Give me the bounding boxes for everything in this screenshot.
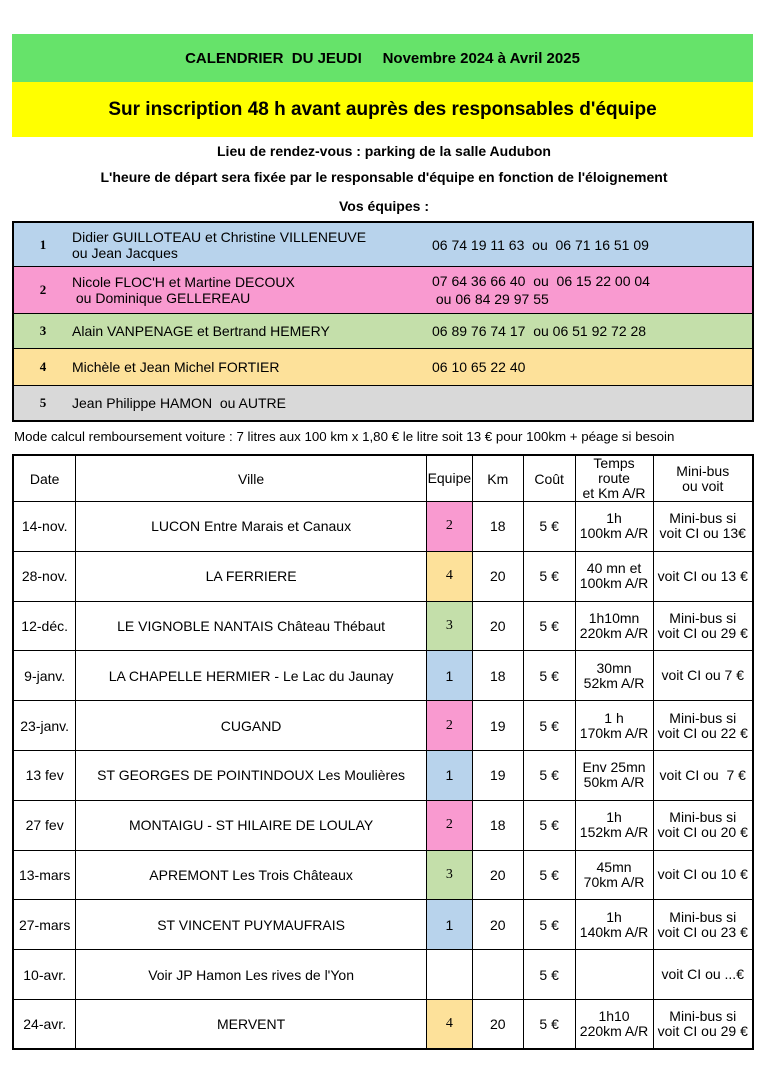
team-phones (432, 358, 752, 376)
outing-travel-line: Env 25mn (582, 759, 646, 776)
outing-cost: 5 € (523, 551, 575, 601)
outing-transport (653, 900, 753, 950)
outing-transport-line: Mini-bus si (669, 709, 737, 726)
outing-travel (575, 701, 653, 751)
outing-transport (653, 750, 753, 800)
outing-city: ST GEORGES DE POINTINDOUX Les Moulières (76, 750, 427, 800)
outing-city: Voir JP Hamon Les rives de l'Yon (76, 950, 427, 1000)
outing-date: 27-mars (13, 900, 76, 950)
team-members (72, 229, 432, 261)
outing-travel-line: 1h (606, 908, 622, 925)
team-row (14, 267, 752, 314)
outing-transport-line: voit CI ou 7 € (659, 766, 746, 783)
outing-transport-line: voit CI ou 29 € (657, 1023, 748, 1040)
calendar-row (13, 701, 753, 751)
outing-city: LA CHAPELLE HERMIER - Le Lac du Jaunay (76, 651, 427, 701)
outing-travel (575, 750, 653, 800)
outing-date: 27 fev (13, 800, 76, 850)
outing-km: 20 (472, 999, 523, 1049)
outing-date: 10-avr. (13, 950, 76, 1000)
outing-transport-line: voit CI ou 13 € (657, 567, 748, 584)
team-phone-line: ou 06 84 29 97 55 (432, 291, 549, 307)
calendar-row (13, 601, 753, 651)
outing-city: APREMONT Les Trois Châteaux (76, 850, 427, 900)
outing-transport-line: voit CI ou 29 € (657, 624, 748, 641)
calendar-row (13, 651, 753, 701)
calendar-row (13, 900, 753, 950)
outing-cost: 5 € (523, 800, 575, 850)
team-phone-line: 07 64 36 66 40 ou 06 15 22 00 04 (432, 273, 650, 289)
calendar-row (13, 750, 753, 800)
calendar-row (13, 800, 753, 850)
outing-team: 2 (426, 800, 472, 850)
team-phone-line: 06 89 76 74 17 ou 06 51 92 72 28 (432, 323, 647, 339)
team-members (72, 359, 432, 375)
outing-transport (653, 800, 753, 850)
departure-note: L'heure de départ sera fixée par le responsable d'équipe en fonction de l'éloignement (100, 169, 668, 185)
calendar-title: CALENDRIER DU JEUDI Novembre 2024 à Avril 2025 (185, 49, 580, 67)
outing-travel-line: 100km A/R (579, 525, 649, 542)
header-city: Ville (76, 455, 427, 502)
header-cost: Coût (523, 455, 575, 502)
teams-heading: Vos équipes : (339, 198, 429, 214)
outing-team: 4 (426, 551, 472, 601)
outing-cost: 5 € (523, 651, 575, 701)
outing-transport-line: Mini-bus si (669, 1008, 737, 1025)
team-row (14, 314, 752, 349)
team-phones (432, 272, 752, 308)
outing-km (472, 950, 523, 1000)
outing-travel-line: 152km A/R (579, 824, 649, 841)
outing-km: 20 (472, 900, 523, 950)
outing-travel (575, 601, 653, 651)
team-member-line: Nicole FLOC'H et Martine DECOUX (72, 274, 295, 290)
team-members (72, 395, 432, 411)
outing-travel-line: 170km A/R (579, 724, 649, 741)
outing-travel-line: 220km A/R (579, 624, 649, 641)
outing-team (426, 950, 472, 1000)
outing-transport-line: voit CI ou 22 € (657, 724, 748, 741)
outing-cost: 5 € (523, 750, 575, 800)
outing-travel-line: 1h10mn (588, 609, 640, 626)
registration-banner (12, 82, 753, 137)
calendar-row (13, 502, 753, 552)
outing-km: 18 (472, 502, 523, 552)
outing-team: 2 (426, 701, 472, 751)
outing-travel-line: 40 mn et (586, 560, 642, 577)
calendar-row (13, 551, 753, 601)
outing-travel-line: 70km A/R (583, 873, 645, 890)
outing-date: 28-nov. (13, 551, 76, 601)
outing-km: 19 (472, 750, 523, 800)
outing-travel-line: 100km A/R (579, 575, 649, 592)
outing-transport-line: Mini-bus si (669, 510, 737, 527)
calendar-row (13, 850, 753, 900)
outing-km: 18 (472, 651, 523, 701)
team-phone-line: 06 74 19 11 63 ou 06 71 16 51 09 (432, 236, 649, 253)
header-transport-line: Mini-bus (676, 462, 730, 479)
team-member-line: ou Dominique GELLEREAU (72, 290, 251, 306)
outing-transport-line: voit CI ou 23 € (657, 923, 748, 940)
outing-travel (575, 950, 653, 1000)
outing-travel-line: 140km A/R (579, 923, 649, 940)
team-member-line: Michèle et Jean Michel FORTIER (72, 359, 280, 375)
outing-travel (575, 551, 653, 601)
outing-transport-line: Mini-bus si (669, 609, 737, 626)
header-date: Date (13, 455, 76, 502)
teams-list (12, 221, 754, 422)
outing-city: LA FERRIERE (76, 551, 427, 601)
outing-travel (575, 800, 653, 850)
team-member-line: Alain VANPENAGE et Bertrand HEMERY (72, 323, 330, 339)
header-travel (575, 455, 653, 502)
outing-travel (575, 999, 653, 1049)
outing-km: 18 (472, 800, 523, 850)
team-members (72, 274, 432, 306)
outing-transport (653, 701, 753, 751)
outing-km: 20 (472, 551, 523, 601)
header-transport-line: ou voit (682, 477, 724, 494)
outing-team: 4 (426, 999, 472, 1049)
outing-travel (575, 502, 653, 552)
header-km: Km (472, 455, 523, 502)
outing-cost: 5 € (523, 502, 575, 552)
reimbursement-note: Mode calcul remboursement voiture : 7 litres aux 100 km x 1,80 € le litre soit 13 € pour 100km + péage si besoin (14, 429, 675, 444)
outing-city: CUGAND (76, 701, 427, 751)
outing-km: 19 (472, 701, 523, 751)
outing-date: 23-janv. (13, 701, 76, 751)
outing-cost: 5 € (523, 950, 575, 1000)
calendar-title-banner (12, 34, 753, 82)
outing-travel-line: 50km A/R (583, 774, 645, 791)
team-member-line: Didier GUILLOTEAU et Christine VILLENEUVE (72, 228, 367, 245)
outing-travel-line: 1h (606, 809, 622, 826)
outing-travel-line: 30mn (596, 659, 632, 676)
outing-date: 9-janv. (13, 651, 76, 701)
outing-transport (653, 601, 753, 651)
outing-transport-line: Mini-bus si (669, 809, 737, 826)
outing-date: 13-mars (13, 850, 76, 900)
meeting-place: Lieu de rendez-vous : parking de la salle Audubon (217, 143, 551, 159)
team-number: 5 (39, 395, 47, 410)
outing-travel (575, 850, 653, 900)
header-travel-line: et Km A/R (582, 485, 646, 501)
outing-team: 1 (426, 651, 472, 701)
outing-city: ST VINCENT PUYMAUFRAIS (76, 900, 427, 950)
outing-date: 12-déc. (13, 601, 76, 651)
outing-transport (653, 950, 753, 1000)
team-row (14, 349, 752, 386)
outing-transport-line: voit CI ou 13€ (659, 525, 746, 542)
outing-transport-line: voit CI ou 10 € (657, 866, 748, 883)
outing-city: MERVENT (76, 999, 427, 1049)
outing-transport-line: voit CI ou 20 € (657, 824, 748, 841)
outing-date: 13 fev (13, 750, 76, 800)
outing-date: 14-nov. (13, 502, 76, 552)
outing-team: 1 (426, 900, 472, 950)
outing-travel-line: 52km A/R (583, 674, 645, 691)
header-team: Equipe (426, 455, 472, 502)
team-members (72, 323, 432, 339)
outing-city: LUCON Entre Marais et Canaux (76, 502, 427, 552)
outing-travel-line: 1 h (604, 709, 624, 726)
header-transport (653, 455, 753, 502)
outing-travel-line: 45mn (596, 858, 632, 875)
team-number: 1 (39, 236, 47, 252)
outing-team: 1 (426, 750, 472, 800)
calendar-row (13, 950, 753, 1000)
outing-transport (653, 850, 753, 900)
outing-travel-line: 220km A/R (579, 1023, 649, 1040)
header-travel-line: Temps route (593, 455, 635, 486)
team-row (14, 223, 752, 267)
team-phone-line: 06 10 65 22 40 (432, 359, 526, 375)
outing-transport-line: voit CI ou ...€ (661, 966, 744, 983)
outing-km: 20 (472, 850, 523, 900)
outing-km: 20 (472, 601, 523, 651)
outing-team: 3 (426, 850, 472, 900)
outing-transport (653, 551, 753, 601)
team-phones (432, 322, 752, 340)
team-member-line: Jean Philippe HAMON ou AUTRE (72, 395, 286, 411)
outing-date: 24-avr. (13, 999, 76, 1049)
team-number: 3 (39, 323, 47, 338)
outing-travel (575, 900, 653, 950)
outing-team: 2 (426, 502, 472, 552)
outing-cost: 5 € (523, 601, 575, 651)
team-phones (432, 236, 752, 254)
outing-cost: 5 € (523, 900, 575, 950)
outing-cost: 5 € (523, 850, 575, 900)
outing-cost: 5 € (523, 999, 575, 1049)
outing-travel-line: 1h (606, 510, 622, 527)
team-member-line: ou Jean Jacques (72, 244, 178, 261)
outing-transport (653, 502, 753, 552)
registration-notice: Sur inscription 48 h avant auprès des responsables d'équipe (108, 98, 657, 120)
outing-transport (653, 651, 753, 701)
outing-travel-line: 1h10 (598, 1008, 630, 1025)
team-number: 2 (39, 282, 47, 297)
calendar-row (13, 999, 753, 1049)
outing-transport-line: Mini-bus si (669, 908, 737, 925)
outing-transport (653, 999, 753, 1049)
team-number: 4 (39, 359, 47, 374)
outing-city: MONTAIGU - ST HILAIRE DE LOULAY (76, 800, 427, 850)
outing-team: 3 (426, 601, 472, 651)
outing-travel (575, 651, 653, 701)
outing-transport-line: voit CI ou 7 € (661, 667, 744, 684)
calendar-table (12, 454, 754, 1050)
outing-cost: 5 € (523, 701, 575, 751)
team-row (14, 386, 752, 420)
outing-city: LE VIGNOBLE NANTAIS Château Thébaut (76, 601, 427, 651)
calendar-header-row (13, 455, 753, 502)
